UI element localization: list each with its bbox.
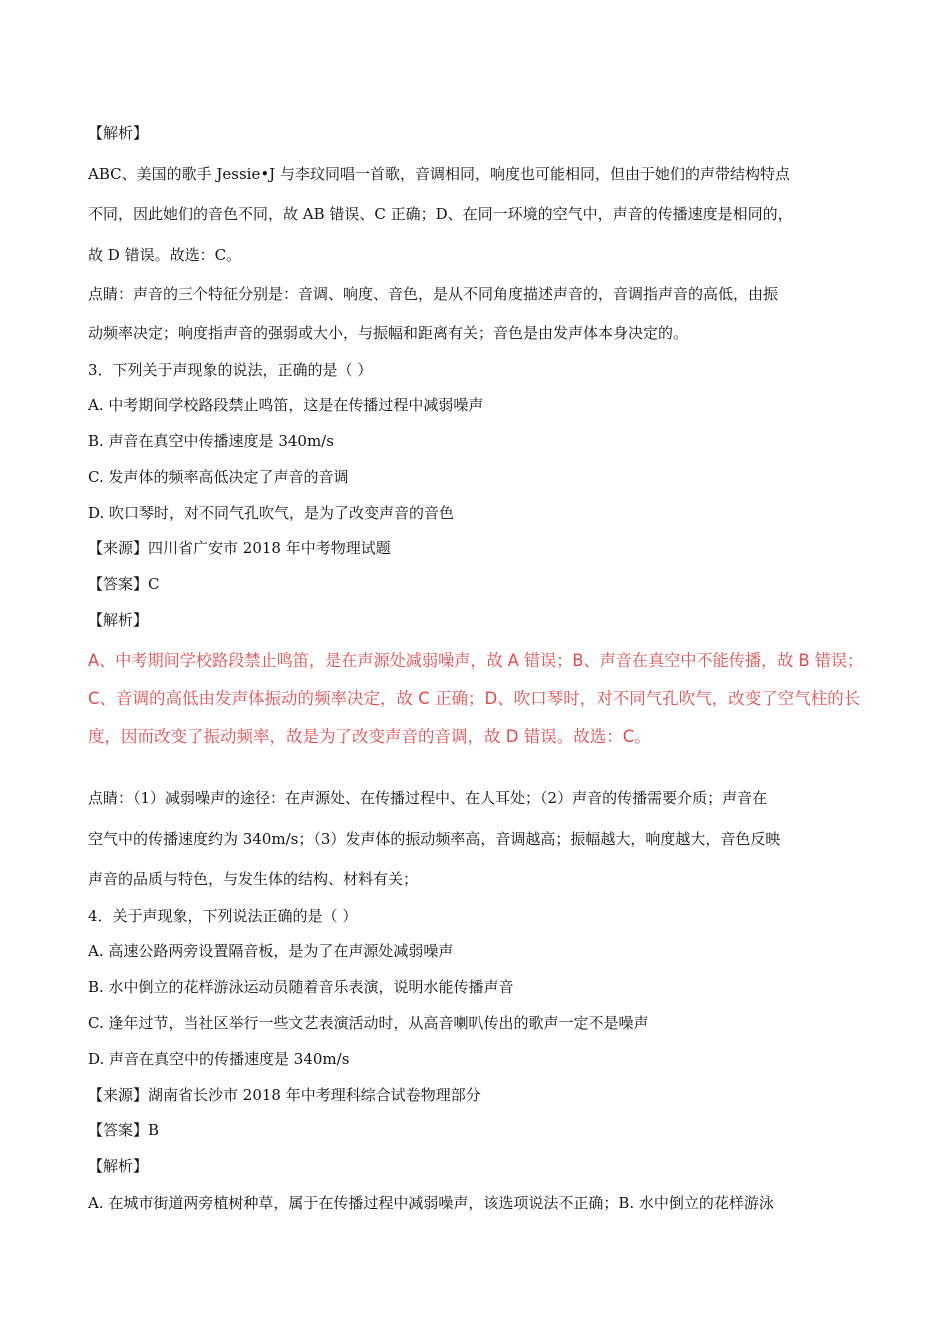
question-4-option-d: D. 声音在真空中的传播速度是 340m/s <box>88 1050 350 1068</box>
paragraph-line: 故 D 错误。故选：C。 <box>88 246 242 264</box>
question-3-option-d: D. 吹口琴时，对不同气孔吹气，是为了改变声音的音色 <box>88 504 455 522</box>
question-3-answer: 【答案】C <box>88 575 160 593</box>
question-4-option-c: C. 逢年过节，当社区举行一些文艺表演活动时，从高音喇叭传出的歌声一定不是噪声 <box>88 1014 649 1032</box>
question-4-option-b: B. 水中倒立的花样游泳运动员随着音乐表演，说明水能传播声音 <box>88 978 514 996</box>
question-3-stem: 3．下列关于声现象的说法，正确的是（ ） <box>88 361 373 379</box>
commentary-line: 点睛：声音的三个特征分别是：音调、响度、音色，是从不同角度描述声音的，音调指声音的高低，由振 <box>88 285 779 303</box>
paragraph-line: 不同，因此她们的音色不同，故 AB 错误、C 正确；D、在同一环境的空气中，声音的传播速度是相同的， <box>88 205 793 223</box>
paragraph-line: A. 在城市街道两旁植树种草，属于在传播过程中减弱噪声，该选项说法不正确；B. 水中倒立的花样游泳 <box>88 1194 774 1212</box>
paragraph-line: ABC、美国的歌手 Jessie•J 与李玟同唱一首歌，音调相同，响度也可能相同，但由于她们的声带结构特点 <box>88 165 790 183</box>
commentary-line: 点睛：（1）减弱噪声的途径：在声源处、在传播过程中、在人耳处；（2）声音的传播需要介质；声音在 <box>88 789 768 807</box>
question-4-answer: 【答案】B <box>88 1121 160 1139</box>
highlighted-analysis-line: 度，因而改变了振动频率，故是为了改变声音的音调，故 D 错误。故选：C。 <box>88 727 651 746</box>
analysis-heading: 【解析】 <box>88 611 149 629</box>
commentary-line: 声音的品质与特色，与发生体的结构、材料有关； <box>88 870 419 888</box>
commentary-line: 空气中的传播速度约为 340m/s；（3）发声体的振动频率高，音调越高；振幅越大，响度越大，音色反映 <box>88 830 781 848</box>
question-4-option-a: A. 高速公路两旁设置隔音板，是为了在声源处减弱噪声 <box>88 942 454 960</box>
question-4-source: 【来源】湖南省长沙市 2018 年中考理科综合试卷物理部分 <box>88 1086 481 1104</box>
analysis-heading: 【解析】 <box>88 1157 149 1175</box>
question-3-option-c: C. 发声体的频率高低决定了声音的音调 <box>88 468 349 486</box>
commentary-line: 动频率决定；响度指声音的强弱或大小，与振幅和距离有关；音色是由发声体本身决定的。 <box>88 324 689 342</box>
question-3-option-a: A. 中考期间学校路段禁止鸣笛，这是在传播过程中减弱噪声 <box>88 396 484 414</box>
question-3-option-b: B. 声音在真空中传播速度是 340m/s <box>88 432 334 450</box>
highlighted-analysis-line: C、音调的高低由发声体振动的频率决定，故 C 正确；D、吹口琴时，对不同气孔吹气，改变了空气柱的长 <box>88 689 861 708</box>
highlighted-analysis-line: A、中考期间学校路段禁止鸣笛，是在声源处减弱噪声，故 A 错误；B、声音在真空中不能传播，故 B 错误； <box>88 651 864 670</box>
analysis-heading: 【解析】 <box>88 124 149 142</box>
question-4-stem: 4．关于声现象，下列说法正确的是（ ） <box>88 907 358 925</box>
question-3-source: 【来源】四川省广安市 2018 年中考物理试题 <box>88 539 391 557</box>
